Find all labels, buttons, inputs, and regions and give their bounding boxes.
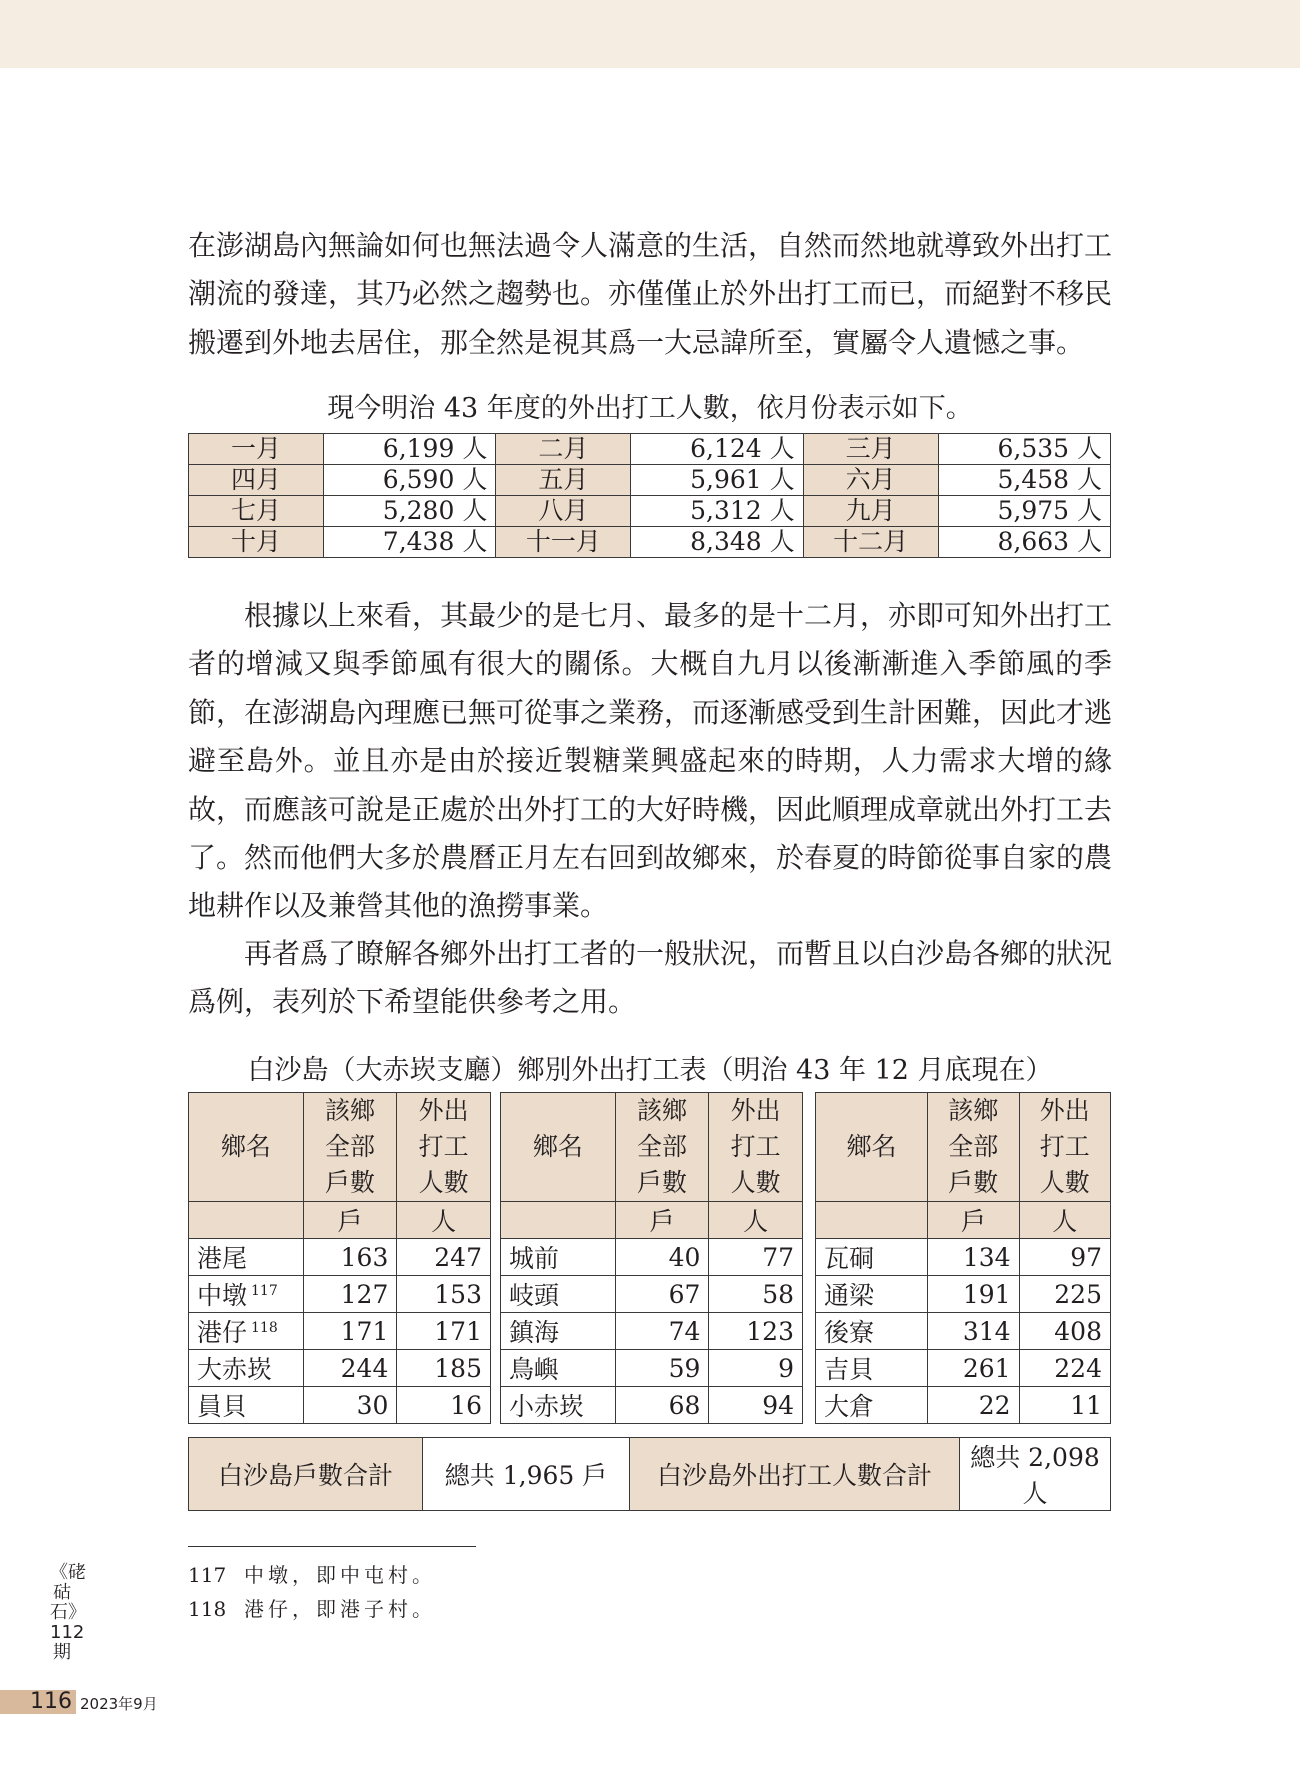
unit-blank	[189, 1202, 304, 1239]
table-row	[189, 1350, 491, 1387]
unit-households: 戶	[303, 1202, 397, 1239]
unit-workers: 人	[1019, 1202, 1110, 1239]
table-row	[189, 1239, 491, 1276]
village-name	[816, 1350, 928, 1387]
village-name	[501, 1239, 616, 1276]
workers-count: 224	[1019, 1350, 1110, 1387]
month-label: 一月	[189, 434, 324, 465]
village-name	[816, 1313, 928, 1350]
paragraph-1: 在澎湖島內無論如何也無法過令人滿意的生活，自然而然地就導致外出打工潮流的發達，其乃必然之趨勢也。亦僅僅止於外出打工而已，而絕對不移民搬遷到外地去居住，那全然是視其爲一大忌諱所至，實屬令人遺憾之事。	[188, 229, 1113, 359]
households-count: 191	[928, 1276, 1019, 1313]
households-count: 163	[303, 1239, 397, 1276]
unit-workers: 人	[709, 1202, 803, 1239]
journal-title: 《硓𥑮石》	[50, 1562, 86, 1623]
footnote-divider	[188, 1546, 476, 1547]
village-table-caption: 白沙島（大赤崁支廳）鄉別外出打工表（明治 43 年 12 月底現在）	[247, 1055, 1053, 1086]
village-name-text: 岐頭	[509, 1281, 560, 1310]
households-count: 40	[615, 1239, 709, 1276]
header-households	[303, 1093, 397, 1202]
village-table-3	[815, 1092, 1111, 1424]
village-name	[816, 1387, 928, 1424]
footnote-text: 中墩，即中屯村。	[244, 1563, 436, 1587]
workers-count: 247	[397, 1239, 491, 1276]
households-count: 22	[928, 1387, 1019, 1424]
village-name	[816, 1239, 928, 1276]
workers-total-label: 白沙島外出打工人數合計	[630, 1438, 960, 1511]
monthly-workers-table	[188, 433, 1111, 558]
households-count: 74	[615, 1313, 709, 1350]
month-label: 十月	[189, 527, 324, 558]
workers-count: 153	[397, 1276, 491, 1313]
month-count: 6,124 人	[631, 434, 803, 465]
village-name-text: 大倉	[824, 1392, 875, 1421]
households-count: 171	[303, 1313, 397, 1350]
households-count: 68	[615, 1387, 709, 1424]
village-name-text: 吉貝	[824, 1355, 875, 1384]
footnote-number: 117	[188, 1563, 227, 1587]
table-row	[501, 1239, 803, 1276]
table-row	[816, 1387, 1111, 1424]
table-row	[501, 1350, 803, 1387]
village-name-text: 城前	[509, 1244, 560, 1273]
workers-count: 58	[709, 1276, 803, 1313]
month-label: 十二月	[803, 527, 938, 558]
header-households	[928, 1093, 1019, 1202]
village-name-text: 港尾	[197, 1244, 248, 1273]
month-count: 5,458 人	[938, 465, 1110, 496]
header-workers-text: 外出打工人數	[418, 1096, 469, 1197]
workers-count: 11	[1019, 1387, 1110, 1424]
village-name-text: 通梁	[824, 1281, 875, 1310]
month-label: 七月	[189, 496, 324, 527]
page-number: 116	[0, 1690, 76, 1714]
village-table-2	[500, 1092, 803, 1424]
workers-count: 16	[397, 1387, 491, 1424]
village-name	[501, 1387, 616, 1424]
table-row	[816, 1276, 1111, 1313]
workers-count: 94	[709, 1387, 803, 1424]
month-count: 5,961 人	[631, 465, 803, 496]
unit-blank	[816, 1202, 928, 1239]
header-workers	[397, 1093, 491, 1202]
journal-title-vertical	[50, 1562, 86, 1663]
workers-count: 185	[397, 1350, 491, 1387]
unit-blank	[501, 1202, 616, 1239]
unit-workers: 人	[397, 1202, 491, 1239]
header-village-name: 鄉名	[189, 1093, 304, 1202]
households-count: 134	[928, 1239, 1019, 1276]
month-label: 四月	[189, 465, 324, 496]
month-count: 5,312 人	[631, 496, 803, 527]
village-name-text: 大赤崁	[197, 1355, 273, 1384]
month-label: 五月	[496, 465, 631, 496]
month-count: 6,199 人	[324, 434, 496, 465]
month-count: 6,590 人	[324, 465, 496, 496]
journal-issue: 112期	[50, 1622, 85, 1663]
month-count: 6,535 人	[938, 434, 1110, 465]
workers-count: 171	[397, 1313, 491, 1350]
village-name	[189, 1276, 304, 1313]
households-count: 314	[928, 1313, 1019, 1350]
footnote-text: 港仔，即港子村。	[244, 1597, 436, 1621]
households-count: 261	[928, 1350, 1019, 1387]
unit-households: 戶	[615, 1202, 709, 1239]
footnote-117	[188, 1559, 436, 1588]
table-row	[189, 434, 1111, 465]
households-count: 127	[303, 1276, 397, 1313]
village-name	[189, 1350, 304, 1387]
table-row	[501, 1387, 803, 1424]
table-row	[816, 1350, 1111, 1387]
village-name	[189, 1239, 304, 1276]
village-name-text: 員貝	[197, 1392, 248, 1421]
header-households-text: 該鄉全部戶數	[637, 1096, 688, 1197]
workers-count: 97	[1019, 1239, 1110, 1276]
month-count: 5,280 人	[324, 496, 496, 527]
footnote-118	[188, 1593, 436, 1622]
monthly-table-caption: 現今明治 43 年度的外出打工人數，依月份表示如下。	[327, 393, 973, 424]
households-count: 30	[303, 1387, 397, 1424]
header-workers-text: 外出打工人數	[730, 1096, 781, 1197]
village-name	[189, 1313, 304, 1350]
month-label: 十一月	[496, 527, 631, 558]
table-row	[189, 527, 1111, 558]
village-name-text: 瓦硐	[824, 1244, 875, 1273]
footnote-number: 118	[188, 1597, 227, 1621]
households-count: 244	[303, 1350, 397, 1387]
village-table-1	[188, 1092, 491, 1424]
households-count: 67	[615, 1276, 709, 1313]
unit-households: 戶	[928, 1202, 1019, 1239]
issue-date: 2023年9月	[80, 1695, 158, 1713]
table-row	[189, 496, 1111, 527]
month-label: 八月	[496, 496, 631, 527]
month-label: 三月	[803, 434, 938, 465]
workers-count: 225	[1019, 1276, 1110, 1313]
month-count: 8,663 人	[938, 527, 1110, 558]
month-count: 7,438 人	[324, 527, 496, 558]
header-village-name: 鄉名	[816, 1093, 928, 1202]
table-row	[189, 1276, 491, 1313]
header-households-text: 該鄉全部戶數	[948, 1096, 999, 1197]
table-row	[816, 1239, 1111, 1276]
month-label: 六月	[803, 465, 938, 496]
households-total-value: 總共 1,965 戶	[423, 1438, 630, 1511]
month-label: 二月	[496, 434, 631, 465]
month-label: 九月	[803, 496, 938, 527]
village-name	[501, 1350, 616, 1387]
village-name	[816, 1276, 928, 1313]
table-row	[816, 1313, 1111, 1350]
households-total-label: 白沙島戶數合計	[189, 1438, 423, 1511]
workers-count: 408	[1019, 1313, 1110, 1350]
workers-count: 77	[709, 1239, 803, 1276]
village-name-text: 鳥嶼	[509, 1355, 560, 1384]
paragraph-2: 根據以上來看，其最少的是七月、最多的是十二月，亦即可知外出打工者的增減又與季節風有很大的關係。大概自九月以後漸漸進入季節風的季節，在澎湖島內理應已無可從事之業務，而逐漸感受到生計困難，因此才逃避至島外。並且亦是由於接近製糖業興盛起來的時期，人力需求大增的緣故，而應該可說是正處於出外打工的大好時機，因此順理成章就出外打工去了。然而他們大多於農曆正月左右回到故鄉來，於春夏的時節從事自家的農地耕作以及兼營其他的漁撈事業。	[188, 599, 1113, 923]
village-name-text: 港仔	[197, 1318, 248, 1347]
header-households	[615, 1093, 709, 1202]
paragraph-3: 再者爲了瞭解各鄉外出打工者的一般狀況，而暫且以白沙島各鄉的狀況爲例，表列於下希望能供參考之用。	[188, 937, 1113, 1019]
village-name-text: 後寮	[824, 1318, 875, 1347]
header-households-text: 該鄉全部戶數	[325, 1096, 376, 1197]
village-name-text: 小赤崁	[509, 1392, 585, 1421]
footnote-ref: 117	[251, 1282, 278, 1299]
workers-count: 9	[709, 1350, 803, 1387]
village-name-text: 中墩	[197, 1281, 248, 1310]
table-row	[189, 1313, 491, 1350]
village-name	[501, 1313, 616, 1350]
top-band	[0, 0, 1300, 68]
workers-count: 123	[709, 1313, 803, 1350]
table-row	[189, 1387, 491, 1424]
header-village-name: 鄉名	[501, 1093, 616, 1202]
table-row	[501, 1313, 803, 1350]
table-row	[501, 1276, 803, 1313]
village-name	[189, 1387, 304, 1424]
village-name	[501, 1276, 616, 1313]
village-name-text: 鎮海	[509, 1318, 560, 1347]
header-workers	[709, 1093, 803, 1202]
table-row	[189, 465, 1111, 496]
month-count: 8,348 人	[631, 527, 803, 558]
header-workers-text: 外出打工人數	[1039, 1096, 1090, 1197]
workers-total-value: 總共 2,098 人	[960, 1438, 1111, 1511]
footnote-ref: 118	[251, 1319, 278, 1336]
month-count: 5,975 人	[938, 496, 1110, 527]
totals-table	[188, 1437, 1111, 1511]
households-count: 59	[615, 1350, 709, 1387]
header-workers	[1019, 1093, 1110, 1202]
